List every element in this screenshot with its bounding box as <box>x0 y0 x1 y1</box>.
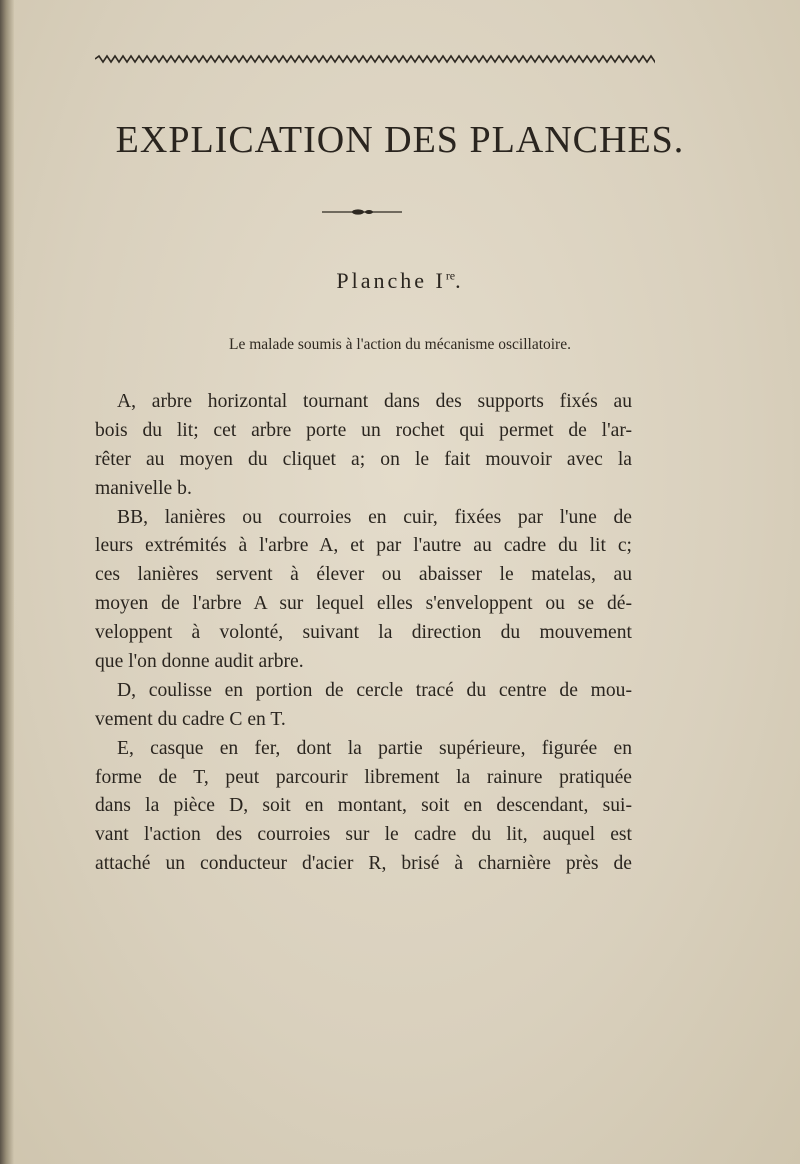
text-line: BB, lanières ou courroies en cuir, fixées par l'une de <box>117 506 632 528</box>
plate-heading-period: . <box>455 268 464 293</box>
text-line: vement du cadre C en T. <box>95 708 286 730</box>
text-line: manivelle b. <box>95 477 192 499</box>
plate-heading-text: Planche I <box>336 268 446 293</box>
text-line: bois du lit; cet arbre porte un rochet qui permet de l'ar- <box>95 419 632 441</box>
plate-heading <box>0 268 800 294</box>
book-binding-edge <box>0 0 14 1164</box>
plate-heading-superscript: re <box>445 268 456 283</box>
plate-subtitle: Le malade soumis à l'action du mécanisme oscillatoire. <box>229 336 571 353</box>
text-line: attaché un conducteur d'acier R, brisé à charnière près de <box>95 853 632 875</box>
text-line: rêter au moyen du cliquet a; on le fait mouvoir avec la <box>95 448 632 470</box>
text-line: D, coulisse en portion de cercle tracé du centre de mou- <box>117 679 632 701</box>
text-line: leurs extrémités à l'arbre A, et par l'autre au cadre du lit c; <box>95 535 632 557</box>
page-title: EXPLICATION DES PLANCHES. <box>115 119 685 161</box>
text-line: A, arbre horizontal tournant dans des supports fixés au <box>117 391 632 412</box>
title-divider <box>322 207 402 217</box>
text-line: moyen de l'arbre A sur lequel elles s'enveloppent ou se dé- <box>95 593 632 615</box>
text-line: que l'on donne audit arbre. <box>95 651 304 673</box>
text-line: E, casque en fer, dont la partie supérieure, figurée en <box>117 737 632 759</box>
text-line: forme de T, peut parcourir librement la rainure pratiquée <box>95 766 632 788</box>
text-line: veloppent à volonté, suivant la direction du mouvement <box>95 622 632 644</box>
text-line: dans la pièce D, soit en montant, soit en descendant, sui- <box>95 795 632 817</box>
text-line: ces lanières servent à élever ou abaisser le matelas, au <box>95 564 632 586</box>
text-line: vant l'action des courroies sur le cadre du lit, auquel est <box>95 824 632 846</box>
decorative-rule <box>95 54 655 64</box>
body-text <box>95 388 632 879</box>
